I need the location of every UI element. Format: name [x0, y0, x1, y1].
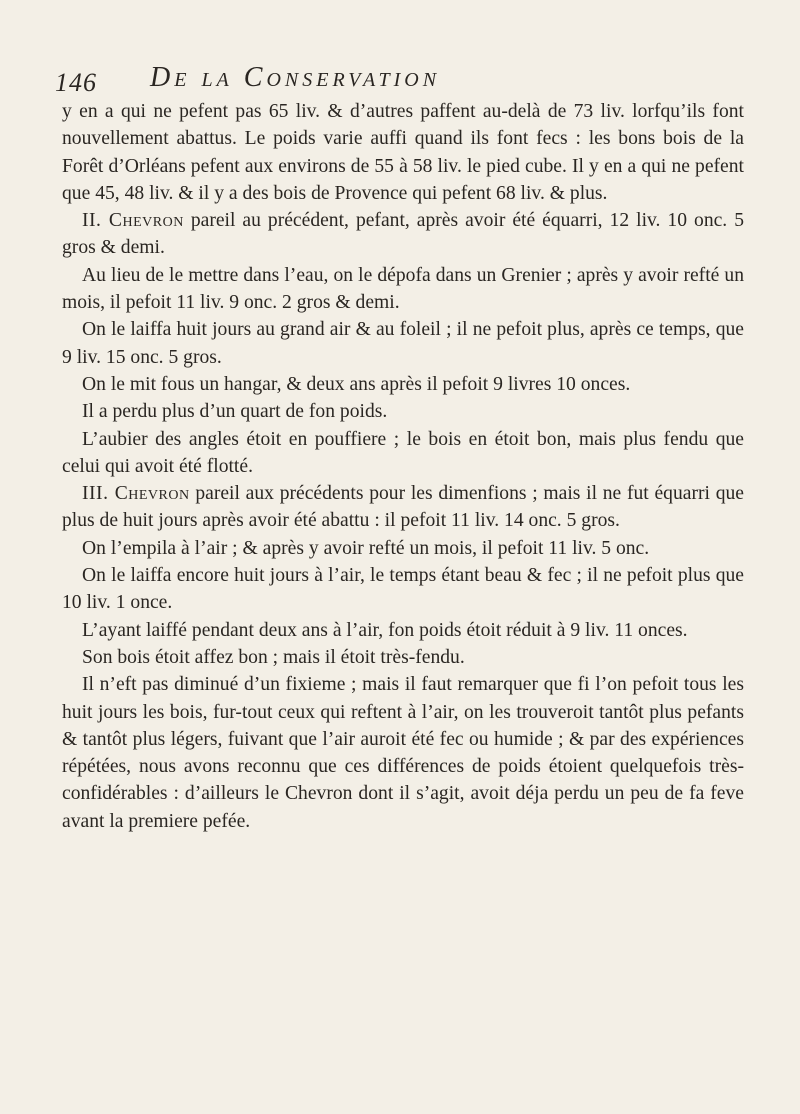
paragraph — [62, 207, 744, 262]
paragraph: Au lieu de le mettre dans l’eau, on le dépofa dans un Grenier ; après y avoir refté un mois, il pefoit 11 liv. 9 onc. 2 gros & demi. — [62, 264, 744, 314]
paragraph: Son bois étoit affez bon ; mais il étoit très-fendu. — [82, 646, 465, 668]
page-header — [55, 62, 755, 102]
body-text — [62, 98, 744, 835]
paragraph: On l’empila à l’air ; & après y avoir refté un mois, il pefoit 11 liv. 5 onc. — [82, 537, 650, 559]
paragraph: L’aubier des angles étoit en pouffiere ; le bois en étoit bon, mais plus fendu que celui qui avoit été flotté. — [62, 428, 744, 477]
paragraph: Il n’eft pas diminué d’un fixieme ; mais il faut remarquer que fi l’on pefoit tous les huit jours les bois, fur-tout ceux qui reftent à l’air, on les trouveroit tantôt plus pefants & tantôt plus légers, fuivant que l’air auroit été fec ou humide ; & par des expériences répétées, nous avons reconnu que ces différences de poids étoient quelquefois très-confidérables : d’ailleurs le Chevron dont il s’agit, avoit déja perdu un peu de fa feve avant la premiere pefée. — [62, 674, 744, 832]
paragraph: L’ayant laiffé pendant deux ans à l’air, fon poids étoit réduit à 9 liv. 11 onces. — [82, 619, 688, 641]
paragraph — [62, 480, 744, 535]
paragraph-text: pareil aux précédents pour les dimenfions ; mais il ne fut équarri que plus de huit jours après avoir été abattu : il pefoit 11 liv. 14 onc. 5 gros. — [62, 483, 744, 532]
paragraph: y en a qui ne pefent pas 65 liv. & d’autres paffent au-delà de 73 liv. lorfqu’ils font nouvellement abattus. Le poids varie auffi quand ils font fecs : les bons bois de la Forêt d’Orléans pefent aux environs de 55 à 58 liv. le pied cube. Il y en a qui ne pefent que 45, 48 liv. & il y a des bois de Provence qui pefent 68 liv. & plus. — [62, 101, 744, 204]
running-title: De la Conservation — [150, 62, 441, 93]
paragraph: On le laiffa encore huit jours à l’air, le temps étant beau & fec ; il ne pefoit plus que 10 liv. 1 once. — [62, 565, 744, 614]
paragraph-text: pareil au précédent, pefant, après avoir été équarri, 12 liv. 10 onc. 5 gros & demi. — [62, 210, 744, 259]
paragraph: On le laiffa huit jours au grand air & au foleil ; il ne pefoit plus, après ce temps, que 9 liv. 15 onc. 5 gros. — [62, 319, 744, 368]
section-heading: II. Chevron — [82, 210, 184, 232]
paragraph: Il a perdu plus d’un quart de fon poids. — [82, 401, 388, 423]
page-number: 146 — [55, 68, 97, 97]
section-heading: III. Chevron — [82, 483, 190, 505]
paragraph: On le mit fous un hangar, & deux ans après il pefoit 9 livres 10 onces. — [82, 373, 631, 395]
